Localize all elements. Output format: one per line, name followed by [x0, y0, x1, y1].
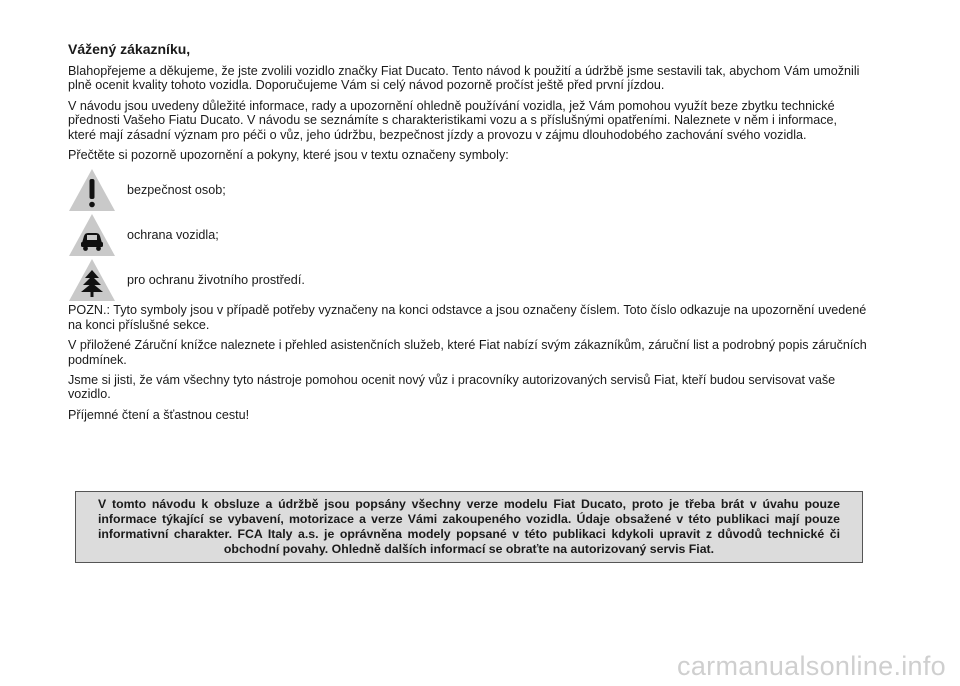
page-heading: Vážený zákazníku, — [68, 41, 191, 57]
car-warning-icon — [68, 213, 116, 257]
tree-warning-icon — [68, 258, 116, 302]
manual-page — [68, 40, 868, 428]
symbol-row-vehicle-protection — [68, 213, 868, 257]
symbol-label: pro ochranu životního prostředí. — [127, 273, 305, 288]
note-paragraph: POZN.: Tyto symboly jsou v případě potřeby vyznačeny na konci odstavce a jsou označeny číslem. Toto číslo odkazuje na upozornění uvedené na konci příslušné sekce. — [68, 303, 867, 332]
symbol-label: bezpečnost osob; — [127, 183, 226, 198]
symbol-row-personal-safety — [68, 168, 868, 212]
watermark-text: carmanualsonline.info — [677, 651, 946, 681]
symbol-label: ochrana vozidla; — [127, 228, 219, 243]
symbol-row-environment — [68, 258, 868, 302]
warranty-paragraph: V přiložené Záruční knížce naleznete i přehled asistenčních služeb, které Fiat nabízí svým zákazníkům, záruční list a podrobný popis záručních podmínek. — [68, 338, 867, 367]
intro-paragraph: Blahopřejeme a děkujeme, že jste zvolili vozidlo značky Fiat Ducato. Tento návod k použití a údržbě jsme sestavili tak, abychom Vám umožnili plně ocenit kvality tohoto vozidla. Doporučujeme Vám si celý návod pozorně pročíst ještě před první jízdou. — [68, 64, 860, 93]
info-paragraph: V návodu jsou uvedeny důležité informace, rady a upozornění ohledně používání vozidla, jež Vám pomohou využít beze zbytku technické přednosti Vašeho Fiatu Ducato. V návodu se seznámíte s charakteristikami vozu a s příslušnými opatřeními. Naleznete v něm i informace, které mají zásadní význam pro péči o vůz, jeho údržbu, bezpečnost jízdy a provozu v zájmu dlouhodobého zachování svého vozidla. — [68, 98, 838, 142]
closing-paragraph: Příjemné čtení a šťastnou cestu! — [68, 407, 250, 422]
symbols-intro-paragraph: Přečtěte si pozorně upozornění a pokyny, které jsou v textu označeny symboly: — [68, 148, 509, 163]
service-paragraph: Jsme si jisti, že vám všechny tyto nástroje pomohou ocenit nový vůz i pracovníky autorizovaných servisů Fiat, kteří budou servisovat vaše vozidlo. — [68, 373, 836, 402]
disclaimer-box: V tomto návodu k obsluze a údržbě jsou popsány všechny verze modelu Fiat Ducato, proto je třeba brát v úvahu pouze informace týkající se vybavení, motorizace a verze Vámi zakoupeného vozidla. Údaje obsažené v této publikaci mají pouze informativní charakter. FCA Italy a.s. je oprávněna modely popsané v této publikaci kdykoli upravit z důvodů technické či obchodní povahy. Ohledně dalších informací se obraťte na autorizovaný servis Fiat. — [75, 491, 863, 563]
exclamation-warning-icon — [68, 168, 116, 212]
